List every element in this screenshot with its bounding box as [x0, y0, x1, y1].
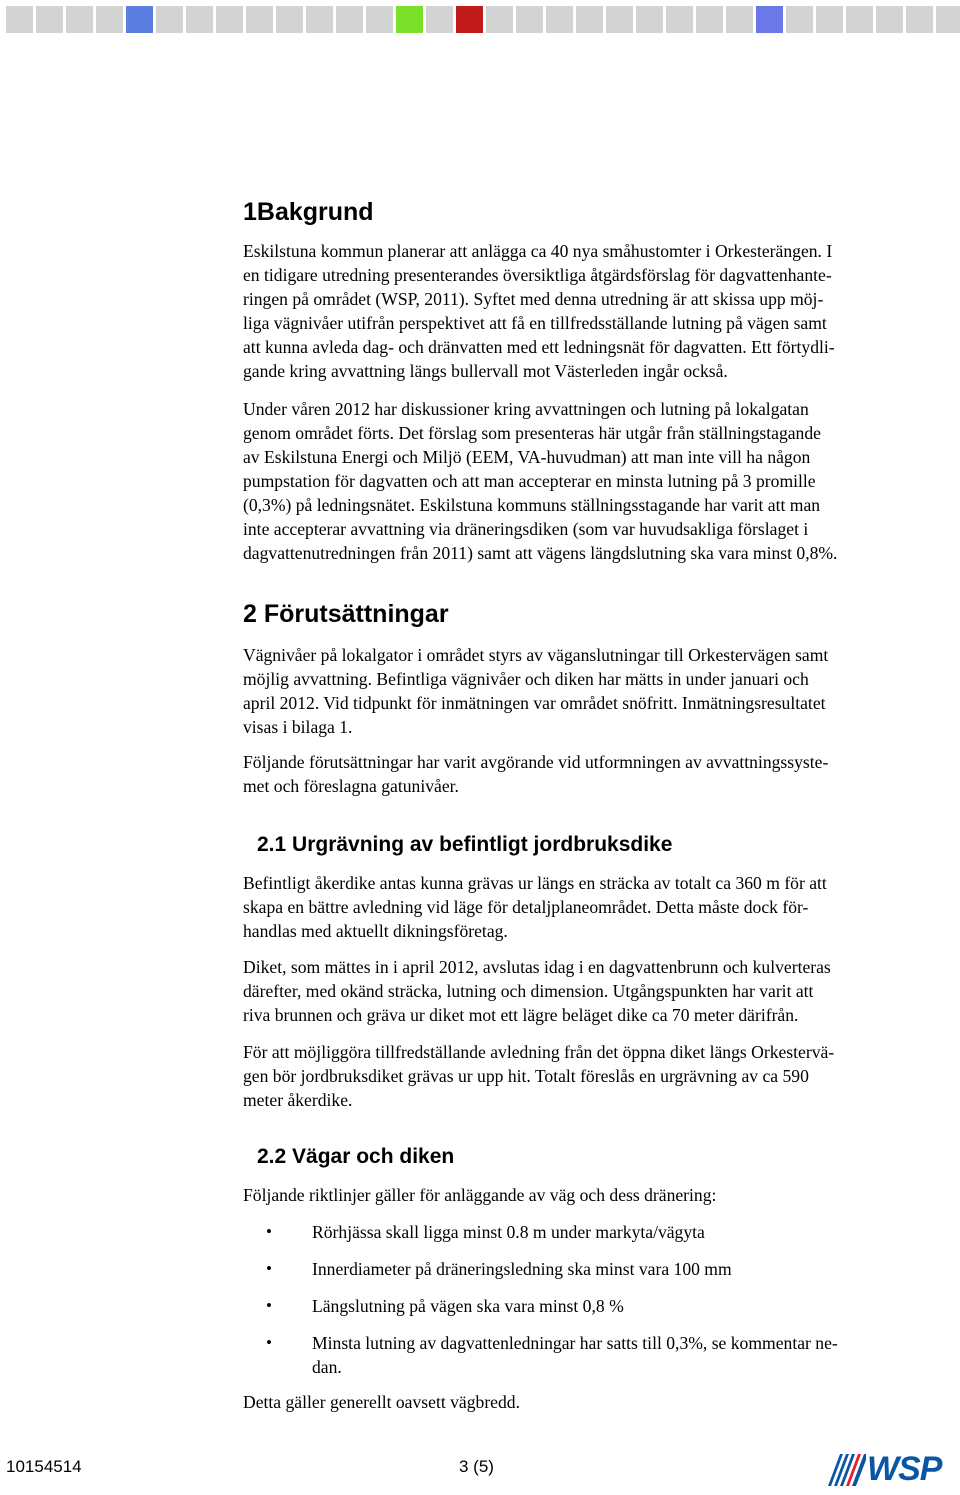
text-line: april 2012. Vid tidpunkt för inmätningen var området snöfritt. Inmätningsresultatet: [243, 693, 826, 713]
heading-bakgrund: 1Bakgrund: [243, 198, 374, 226]
text-line: inte accepterar avvattning via dräneringsdiken (som var huvudsakliga förslaget i: [243, 519, 809, 539]
document-number: 10154514: [6, 1457, 82, 1476]
color-square: [276, 6, 303, 33]
color-square: [366, 6, 393, 33]
text-line: Befintligt åkerdike antas kunna grävas ur längs en sträcka av totalt ca 360 m för att: [243, 873, 827, 893]
color-square: [636, 6, 663, 33]
paragraph: [243, 397, 943, 565]
color-square: [936, 6, 960, 33]
color-square: [36, 6, 63, 33]
text-line: pumpstation för dagvatten och att man accepterar en minsta lutning på 3 promille: [243, 471, 816, 491]
text-line: möjlig avvattning. Befintliga vägnivåer och diken har mätts in under januari och: [243, 669, 809, 689]
text-line: För att möjliggöra tillfredställande avledning från det öppna diket längs Orkestervä-: [243, 1042, 835, 1062]
list-item: [243, 1294, 943, 1318]
heading-vagar-och-diken: 2.2 Vägar och diken: [257, 1145, 455, 1168]
text-line: gande kring avvattning längs bullervall mot Västerleden ingår också.: [243, 361, 728, 381]
paragraph: [243, 1183, 943, 1207]
text-line: met och föreslagna gatunivåer.: [243, 776, 459, 796]
text-line: Rörhjässa skall ligga minst 0.8 m under markyta/vägyta: [312, 1222, 705, 1242]
text-line: genom området förts. Det förslag som presenteras här utgår från ställningstagande: [243, 423, 821, 443]
color-square: [906, 6, 933, 33]
text-line: att kunna avleda dag- och dränvatten med ett ledningsnät för dagvatten. Ett förtydli-: [243, 337, 835, 357]
paragraph: [243, 750, 943, 798]
bullet-icon: •: [266, 1296, 272, 1315]
color-square: [786, 6, 813, 33]
text-line: Eskilstuna kommun planerar att anlägga ca 40 nya småhustomter i Orkesterängen. I: [243, 241, 833, 261]
color-square: [456, 6, 483, 33]
text-line: Följande riktlinjer gäller för anläggande av väg och dess dränering:: [243, 1185, 717, 1205]
text-line: Minsta lutning av dagvattenledningar har satts till 0,3%, se kommentar ne-: [312, 1333, 838, 1353]
text-line: (0,3%) på ledningsnätet. Eskilstuna kommuns ställningsstagande har varit att man: [243, 495, 821, 515]
text-line: Detta gäller generellt oavsett vägbredd.: [243, 1392, 520, 1412]
text-line: gen bör jordbruksdiket grävas ur upp hit. Totalt föreslås en urgrävning av ca 590: [243, 1066, 809, 1086]
color-square: [216, 6, 243, 33]
color-square: [126, 6, 153, 33]
color-square: [576, 6, 603, 33]
color-square: [486, 6, 513, 33]
text-line: Under våren 2012 har diskussioner kring avvattningen och lutning på lokalgatan: [243, 399, 809, 419]
color-square: [846, 6, 873, 33]
text-line: dan.: [312, 1357, 342, 1377]
bullet-list: [243, 1220, 943, 1392]
text-line: av Eskilstuna Energi och Miljö (EEM, VA-huvudman) att man inte vill ha någon: [243, 447, 811, 467]
color-square: [156, 6, 183, 33]
text-line: meter åkerdike.: [243, 1090, 353, 1110]
color-square: [606, 6, 633, 33]
text-line: Vägnivåer på lokalgator i området styrs av väganslutningar till Orkestervägen samt: [243, 645, 829, 665]
text-line: visas i bilaga 1.: [243, 717, 353, 737]
paragraph: [243, 1390, 943, 1414]
bullet-icon: •: [266, 1259, 272, 1278]
wsp-logo: [826, 1449, 956, 1489]
heading-urgravning: 2.1 Urgrävning av befintligt jordbruksdike: [257, 833, 673, 856]
color-square: [726, 6, 753, 33]
color-square: [306, 6, 333, 33]
color-square: [816, 6, 843, 33]
paragraph: [243, 239, 943, 383]
color-square: [186, 6, 213, 33]
bullet-icon: •: [266, 1222, 272, 1241]
text-line: Längslutning på vägen ska vara minst 0,8 %: [312, 1296, 624, 1316]
logo-text: WSP: [867, 1449, 942, 1488]
text-line: ringen på området (WSP, 2011). Syftet med denna utredning är att skissa upp möj-: [243, 289, 824, 309]
paragraph: [243, 1040, 943, 1112]
text-line: Följande förutsättningar har varit avgörande vid utformningen av avvattningssyste-: [243, 752, 829, 772]
color-square: [666, 6, 693, 33]
list-item: [243, 1220, 943, 1244]
paragraph: [243, 643, 943, 739]
wsp-logo-stripes-icon: [826, 1450, 866, 1488]
text-line: en tidigare utredning presenterandes översiktliga åtgärdsförslag för dagvattenhante-: [243, 265, 832, 285]
color-square: [516, 6, 543, 33]
text-line: Innerdiameter på dräneringsledning ska minst vara 100 mm: [312, 1259, 732, 1279]
color-square: [66, 6, 93, 33]
text-line: handlas med aktuellt dikningsföretag.: [243, 921, 508, 941]
color-square: [696, 6, 723, 33]
color-square: [876, 6, 903, 33]
list-item: [243, 1257, 943, 1281]
text-line: liga vägnivåer utifrån perspektivet att få en tillfredsställande lutning på vägen samt: [243, 313, 827, 333]
text-line: därefter, med okänd sträcka, lutning och dimension. Utgångspunkten har varit att: [243, 981, 814, 1001]
color-square: [6, 6, 33, 33]
paragraph: [243, 955, 943, 1027]
page-number: 3 (5): [459, 1457, 494, 1476]
color-square: [546, 6, 573, 33]
text-line: riva brunnen och gräva ur diket mot ett lägre beläget dike ca 70 meter därifrån.: [243, 1005, 799, 1025]
text-line: skapa en bättre avledning vid läge för detaljplaneområdet. Detta måste dock för-: [243, 897, 809, 917]
bullet-icon: •: [266, 1333, 272, 1352]
color-square: [396, 6, 423, 33]
heading-forutsattningar: 2 Förutsättningar: [243, 600, 449, 628]
color-square: [426, 6, 453, 33]
text-line: Diket, som mättes in i april 2012, avslutas idag i en dagvattenbrunn och kulverteras: [243, 957, 831, 977]
paragraph: [243, 871, 943, 943]
color-square: [756, 6, 783, 33]
text-line: dagvattenutredningen från 2011) samt att vägens längdslutning ska vara minst 0,8%.: [243, 543, 838, 563]
color-square: [336, 6, 363, 33]
color-bar: [0, 0, 960, 34]
color-square: [96, 6, 123, 33]
color-square: [246, 6, 273, 33]
list-item: [243, 1331, 943, 1379]
